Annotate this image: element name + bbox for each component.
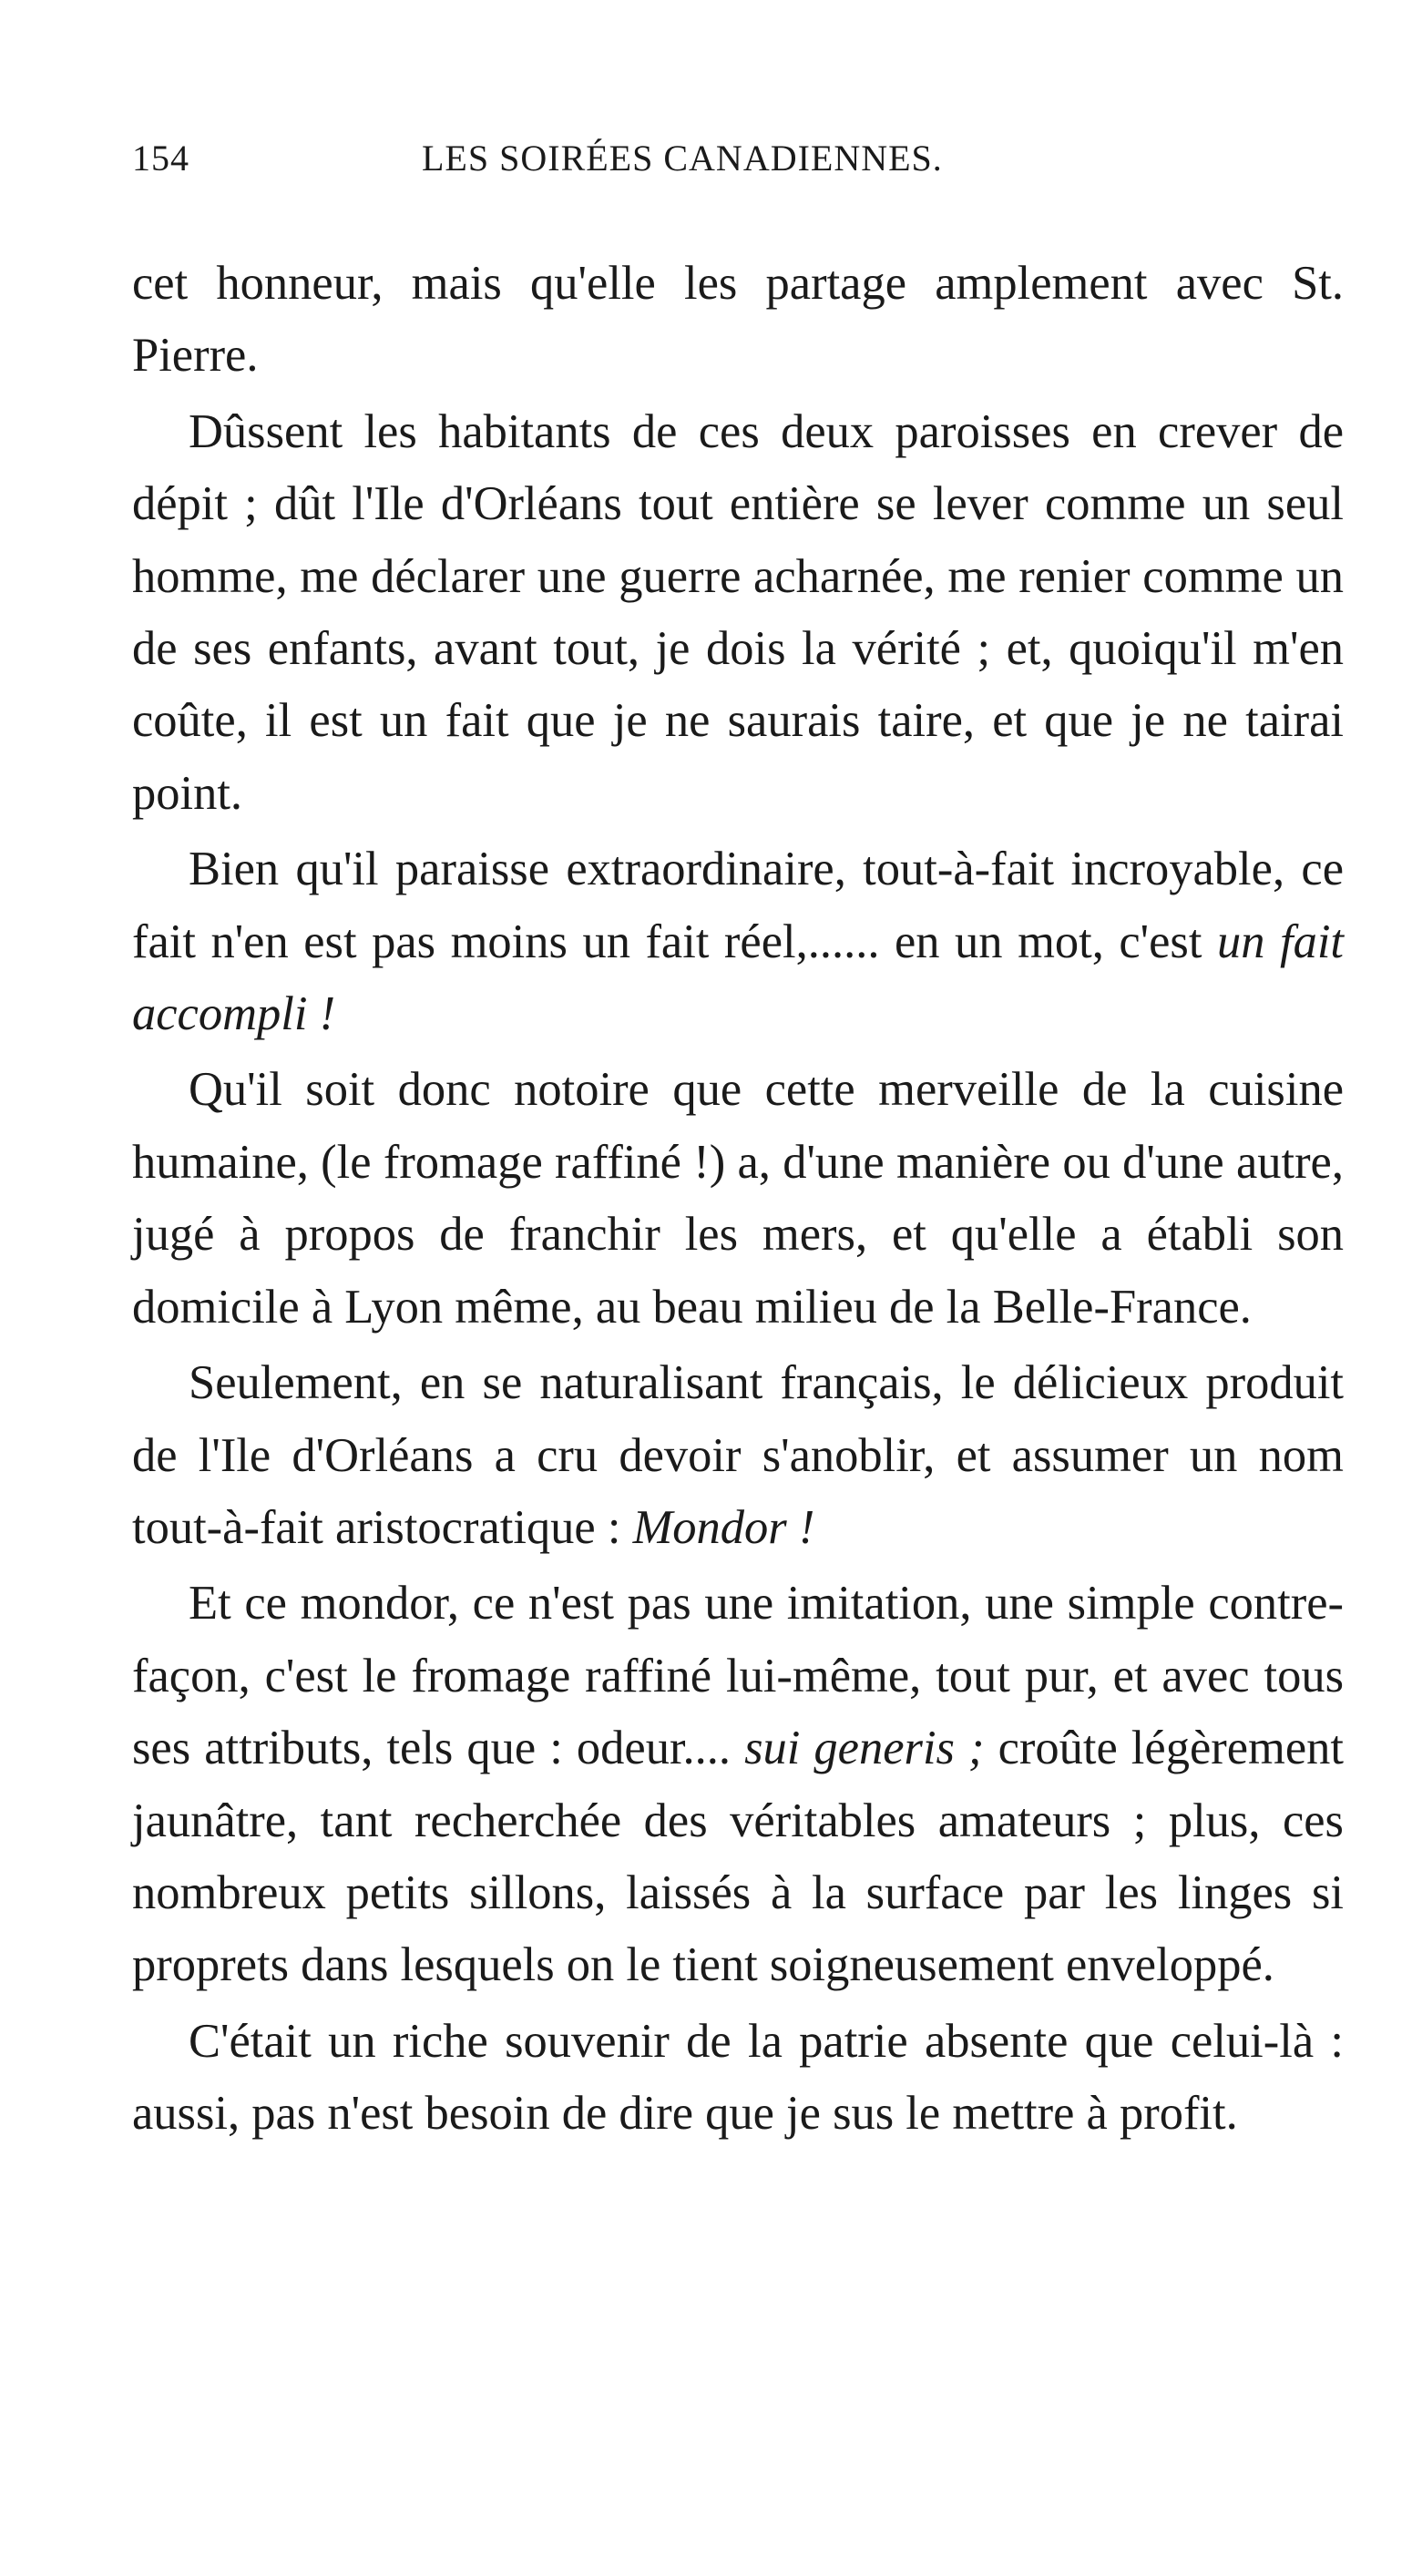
paragraph-6-tail: croûte légèrement jaunâtre, tant recherchée des véritables amateurs ; plus, ces nombreux petits sillons, laissés à la surface par les linges si proprets dans lesquels on le tient soigneusement enveloppé. (132, 1722, 1345, 1992)
paragraph-6-text: Et ce mondor, ce n'est pas une imitation, une simple contre-façon, c'est le fromage raffiné lui-même, tout pur, et avec tous ses attributs, tels que : odeur.... (132, 1577, 1344, 1775)
paragraph-1: cet honneur, mais qu'elle les partage amplement avec St. Pierre. (132, 257, 1344, 383)
running-title: LES SOIRÉES CANADIENNES. (422, 138, 943, 179)
paragraph-5-text: Seulement, en se naturalisant français, le délicieux produit de l'Ile d'Orléans a cru devoir s'anoblir, et assumer un nom tout-à-fait aristocratique : (132, 1356, 1344, 1554)
body-text (132, 248, 1344, 2154)
paragraph-3 (132, 833, 1344, 1050)
paragraph-4: Qu'il soit donc notoire que cette merveille de la cuisine humaine, (le fromage raffiné !) a, d'une manière ou d'une autre, jugé à propos de franchir les mers, et qu'elle a établi son domicile à Lyon même, au beau milieu de la Belle-France. (132, 1063, 1344, 1334)
paragraph-6 (132, 1568, 1344, 2001)
page-number: 154 (132, 138, 189, 179)
paragraph-5 (132, 1347, 1344, 1564)
page-header (132, 137, 1344, 191)
paragraph-2: Dûssent les habitants de ces deux paroisses en crever de dépit ; dût l'Ile d'Orléans tout entière se lever comme un seul homme, me déclarer une guerre acharnée, me renier comme un de ses enfants, avant tout, je dois la vérité ; et, quoiqu'il m'en coûte, il est un fait que je ne saurais taire, et que je ne tairai point. (132, 404, 1344, 820)
paragraph-7: C'était un riche souvenir de la patrie absente que celui-là : aussi, pas n'est besoin de dire que je sus le mettre à profit. (132, 2014, 1344, 2141)
paragraph-6-italic: sui generis ; (744, 1722, 985, 1775)
paragraph-3-text: Bien qu'il paraisse extraordinaire, tout-à-fait incroyable, ce fait n'en est pas moins un fait réel,...... en un mot, c'est (132, 843, 1344, 968)
paragraph-3-italic: un fait accompli ! (132, 915, 1344, 1041)
paragraph-5-italic: Mondor ! (632, 1500, 815, 1554)
